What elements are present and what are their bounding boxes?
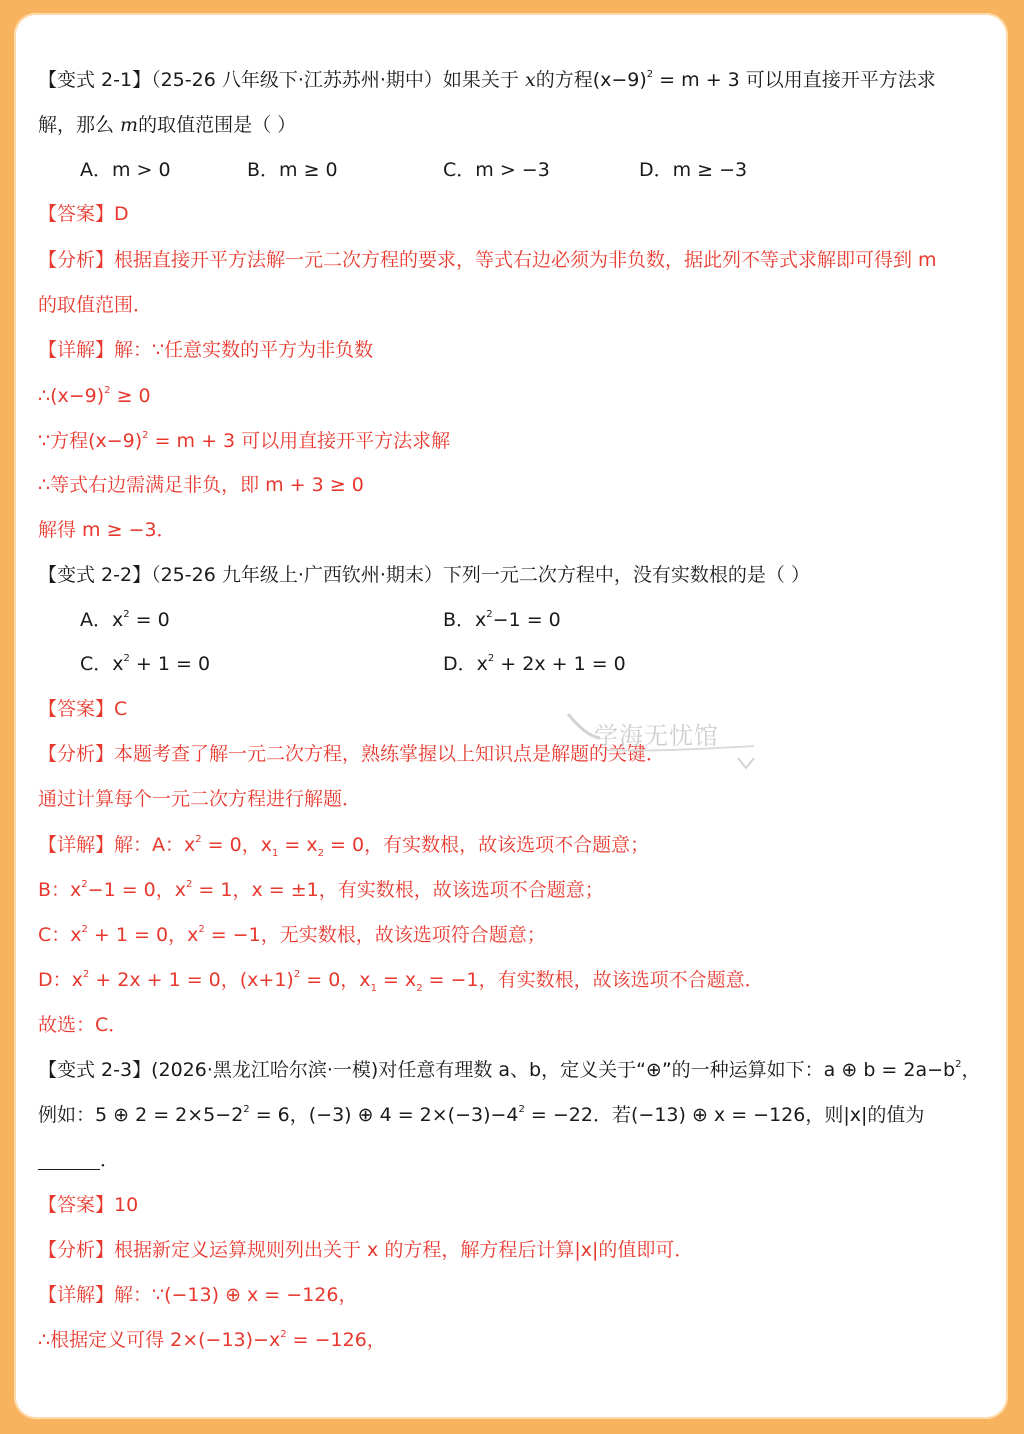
analysis-2-3: 【分析】根据新定义运算规则列出关于 x 的方程，解方程后计算|x|的值即可． (38, 1239, 694, 1261)
question-tag: 【变式 2-1】 (38, 69, 152, 91)
question-2-2: 【变式 2-2】（25-26 九年级上·广西钦州·期末）下列一元二次方程中，没有实数根的是（ ） (38, 564, 810, 586)
answer-value: D (114, 203, 129, 225)
analysis-2-1-line-1: 【分析】根据直接开平方法解一元二次方程的要求，等式右边必须为非负数，据此列不等式求解即可得到 m (38, 249, 937, 271)
detail-2-3-line-2: ∴根据定义可得 $2\times(-13)-x^2 = -126$， (38, 1329, 386, 1351)
answer-value: C (114, 698, 128, 720)
detail-2-2-conclusion: 故选：C． (38, 1014, 128, 1036)
analysis-2-1-line-2: 的取值范围． (38, 294, 153, 316)
option-b: B．m ≥ 0 (247, 159, 338, 181)
question-2-3-line-1: 【变式 2-3】(2026·黑龙江哈尔滨·一模)对任意有理数 a、b，定义关于“⊕”的一种运算如下：a ⊕ $b = 2a-b^2$， (38, 1059, 981, 1081)
option-a: A．$x^2 = 0$ (80, 609, 170, 631)
question-2-3-line-3: ． (38, 1148, 119, 1172)
option-d: D．$x^2 + 2x + 1 = 0$ (443, 653, 626, 675)
option-c: C．m > −3 (443, 159, 550, 181)
answer-blank (38, 1151, 100, 1170)
question-source: （25-26 九年级上·广西钦州·期末） (151, 564, 443, 586)
detail-2-1-line-4: ∴等式右边需满足非负，即 m + 3 ≥ 0 (38, 474, 364, 496)
detail-2-1-line-1: 【详解】解：∵任意实数的平方为非负数 (38, 339, 374, 361)
detail-2-3-line-1: 【详解】解：∵(−13) ⊕ x = −126， (38, 1284, 358, 1306)
question-2-1-line-1: 【变式 2-1】（25-26 八年级下·江苏苏州·期中）如果关于 x的方程$(x-9)^2 = m + 3$ 可以用直接开平方法求 (38, 69, 936, 91)
detail-2-2-line-b: B：$x^2-1 = 0$，$x^2 = 1$，x = ±1，有实数根，故该选项不合题意； (38, 879, 604, 901)
answer-2-3: 【答案】10 (38, 1194, 139, 1216)
detail-2-1-line-2: $\therefore(x-9)^2 \ge 0$ (38, 385, 151, 407)
option-b: B．$x^2-1 = 0$ (443, 609, 561, 631)
answer-value: 10 (114, 1194, 139, 1216)
option-a: A．m > 0 (80, 159, 171, 181)
detail-2-1-line-3: ∵方程$(x-9)^2 = m + 3$ 可以用直接开平方法求解 (38, 430, 451, 452)
analysis-2-2-line-2: 通过计算每个一元二次方程进行解题． (38, 788, 362, 810)
question-source: （25-26 八年级下·江苏苏州·期中） (151, 69, 443, 91)
answer-2-1: 【答案】D (38, 203, 129, 225)
option-c: C．$x^2 + 1 = 0$ (80, 653, 211, 675)
watermark: 学海无忧馆 (566, 706, 766, 776)
question-2-3-line-2: 例如：5 ⊕ $2 = 2\times 5-2^2 = 6$，(−3) ⊕ $4 = 2\times(-3)-4^2 = -22$．若(−13) ⊕ x = −126，则|x|的值为 (38, 1104, 925, 1126)
answer-2-2: 【答案】C (38, 698, 128, 720)
detail-2-1-line-5: 解得 m ≥ −3． (38, 519, 176, 541)
detail-2-2-line-a: 【详解】解：A：$x^2 = 0$，$x_1 = x_2 = 0$，有实数根，故该选项不合题意； (38, 834, 650, 859)
detail-2-2-line-c: C：$x^2 + 1 = 0$，$x^2 = -1$，无实数根，故该选项符合题意； (38, 924, 546, 946)
question-2-1-line-2: 解，那么 m的取值范围是（ ） (38, 114, 297, 136)
document-page (14, 13, 1008, 1419)
detail-2-2-line-d: D：$x^2 + 2x + 1 = 0$，$(x+1)^2 = 0$，$x_1 = x_2 = -1$，有实数根，故该选项不合题意． (38, 969, 764, 994)
option-d: D．m ≥ −3 (639, 159, 748, 181)
question-tag: 【变式 2-3】 (38, 1059, 152, 1081)
question-tag: 【变式 2-2】 (38, 564, 152, 586)
analysis-2-2-line-1: 【分析】本题考查了解一元二次方程，熟练掌握以上知识点是解题的关键． (38, 743, 666, 765)
